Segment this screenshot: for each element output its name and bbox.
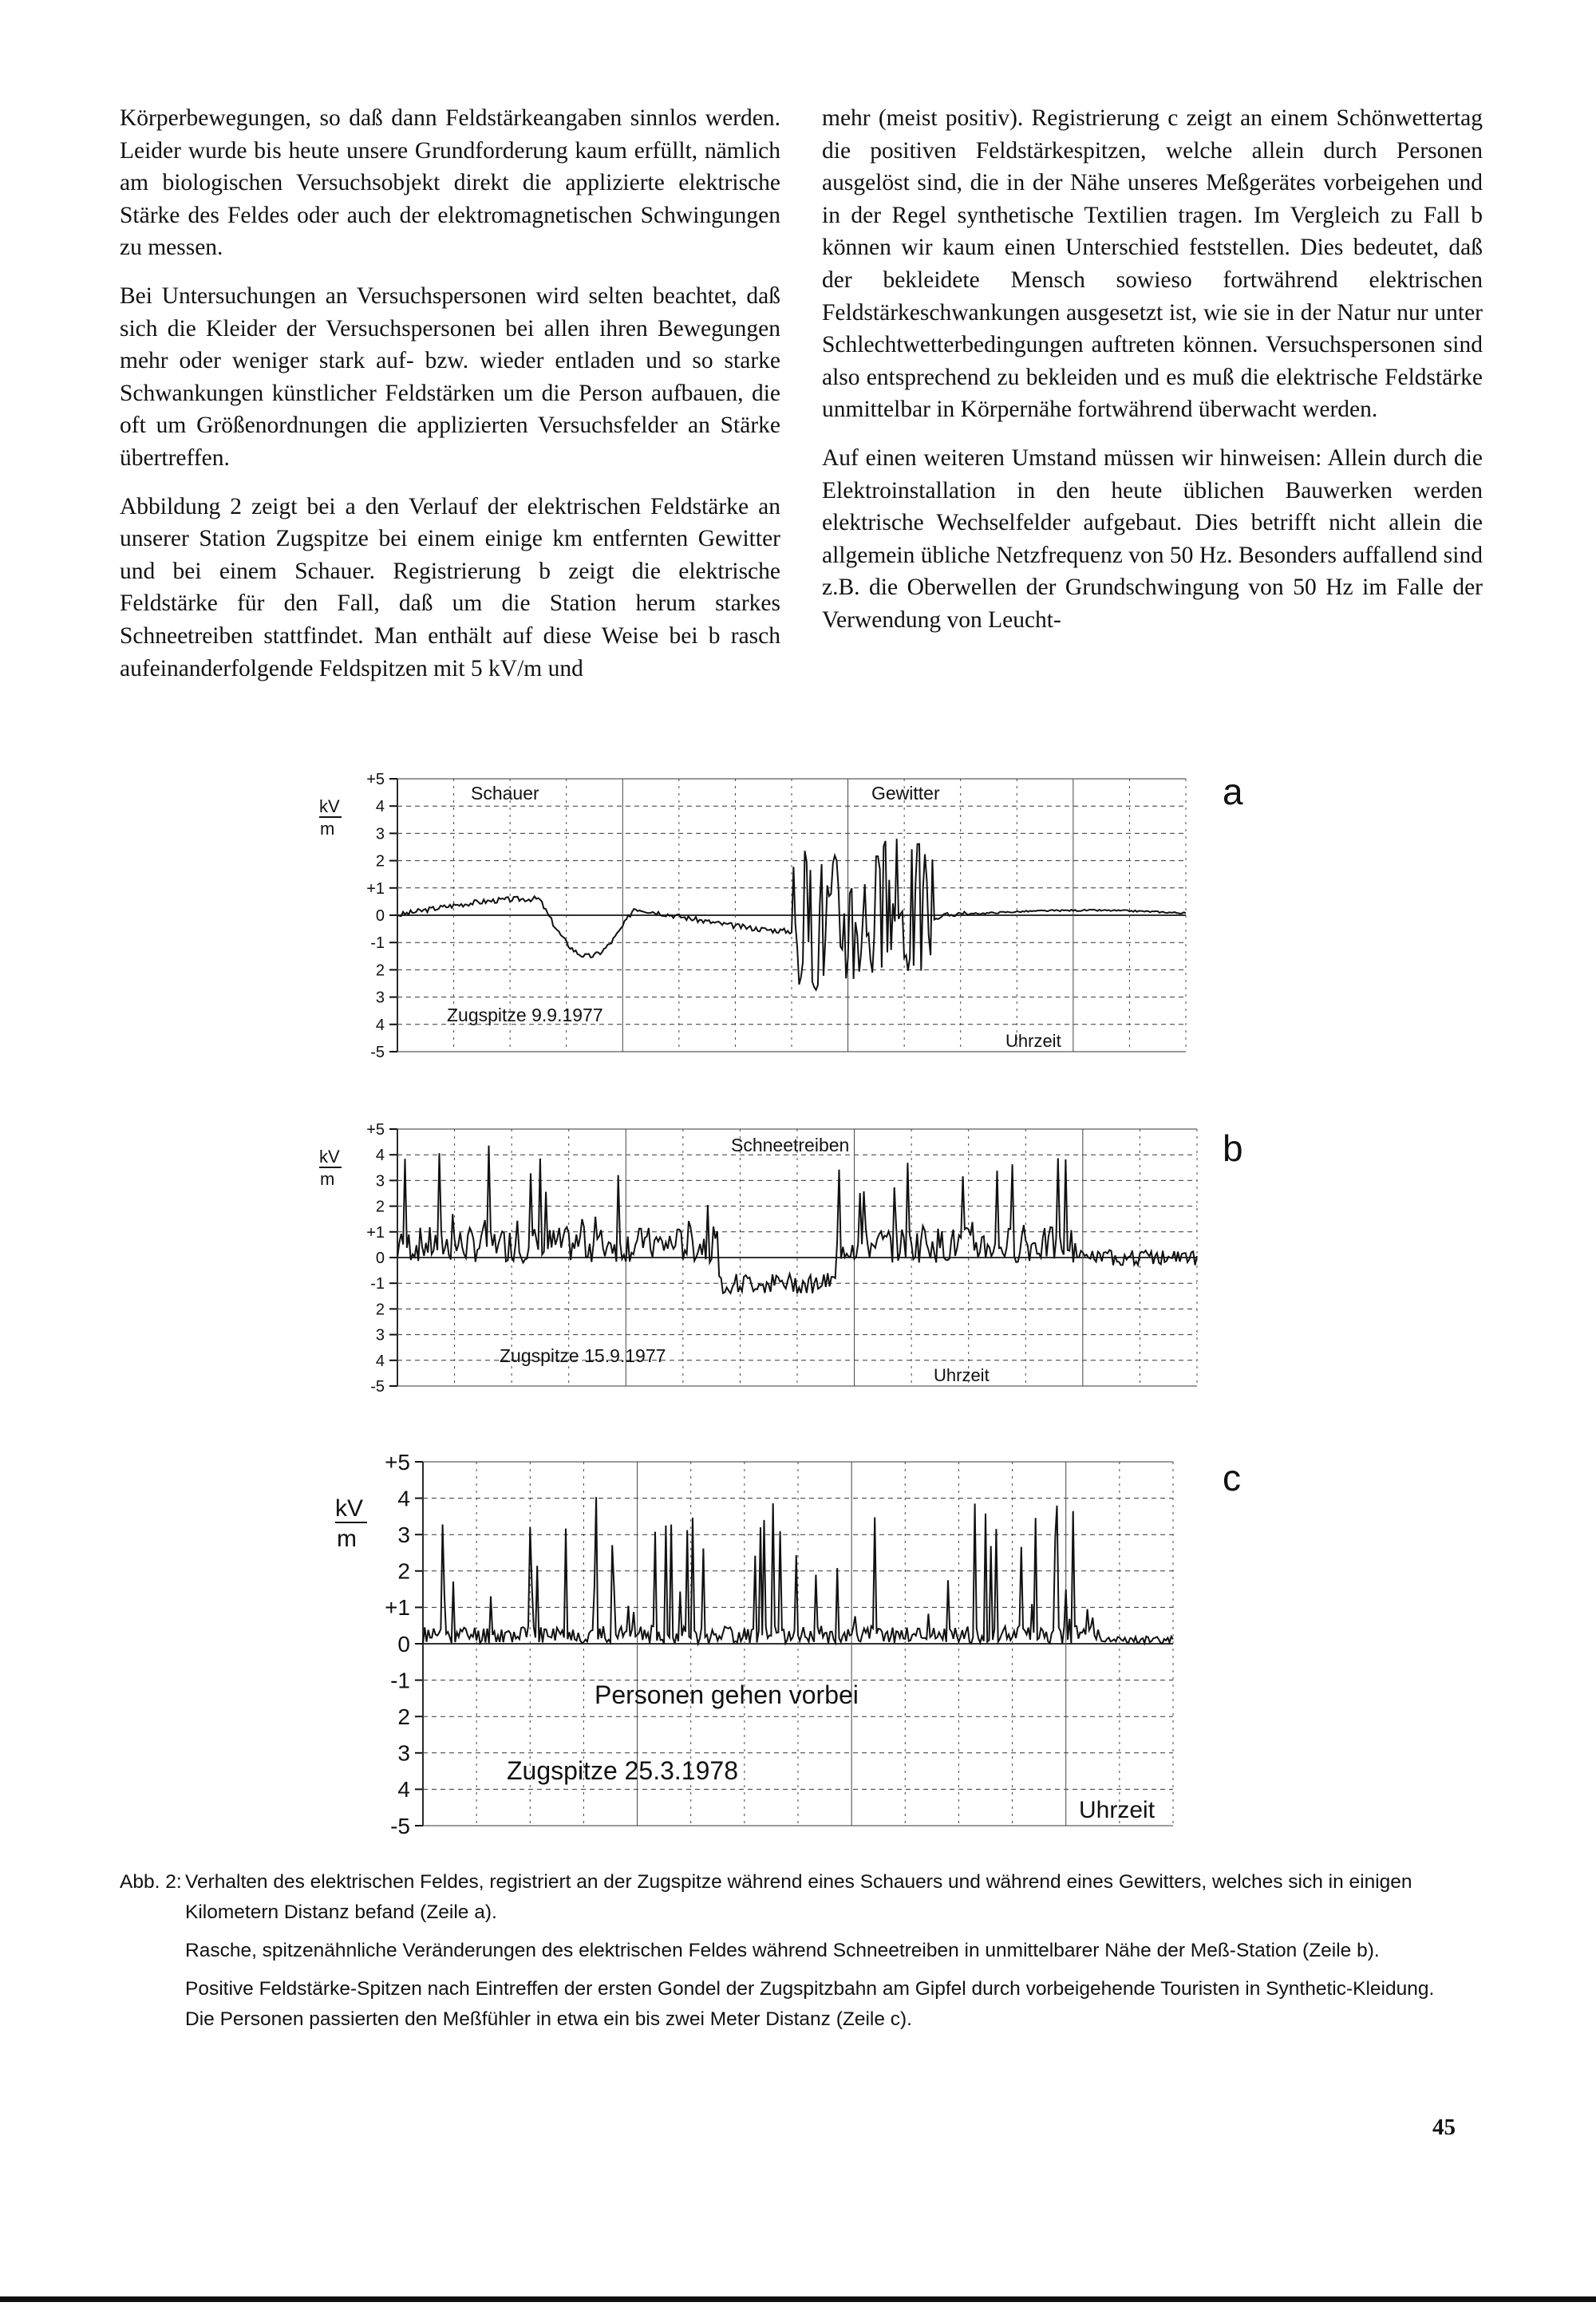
panel-letter: b xyxy=(1223,1127,1243,1169)
event-label-extra: Personen gehen vorbei xyxy=(595,1680,859,1709)
recording-chart-c xyxy=(303,1444,1241,1859)
y-tick-label: 4 xyxy=(397,1486,410,1511)
y-tick-label: 4 xyxy=(375,1016,385,1034)
caption-label: Abb. 2: xyxy=(120,1871,182,1893)
caption-paragraph: Rasche, spitzenähnliche Veränderungen des elektrischen Feldes während Schneetreiben in unmittelbarer Nähe der Meß-Station (Zeile b). xyxy=(185,1940,1380,1961)
y-axis-b xyxy=(366,1121,397,1396)
unit-numerator: kV xyxy=(319,796,340,816)
y-tick-label: 0 xyxy=(375,907,385,925)
y-tick-label: 0 xyxy=(375,1250,385,1267)
recording-chart-b xyxy=(303,1113,1243,1416)
paragraph: Bei Untersuchungen an Versuchspersonen wird selten beachtet, daß sich die Kleider der Versuchspersonen bei allen ihren Bewegungen mehr oder weniger stark auf- bzw. wieder entladen und so starke Schwankungen künstlicher Feldstärken um die Person aufbauen, die oft um Größenordnungen die applizierten Versuchsfelder an Stärke übertreffen. xyxy=(120,282,780,471)
y-tick-label: 4 xyxy=(375,1147,385,1165)
y-tick-label: 0 xyxy=(397,1631,410,1657)
event-label-primary: Schauer xyxy=(471,783,539,804)
unit-denominator: m xyxy=(320,819,335,839)
panel-letter: c xyxy=(1223,1457,1241,1499)
right-text-column xyxy=(822,102,1483,653)
y-tick-label: +5 xyxy=(366,771,385,788)
unit-numerator: kV xyxy=(335,1495,364,1522)
y-tick-label: -1 xyxy=(370,934,385,953)
figure-panel-c xyxy=(303,1444,1241,1859)
caption-paragraph: Positive Feldstärke-Spitzen nach Eintreffen der ersten Gondel der Zugspitzbahn am Gipfel durch vorbeigehende Touristen in Synthetic-Kleidung. Die Personen passierten den Meßfühler in etwa ein bis zwei Meter Distanz (Zeile c). xyxy=(185,1978,1435,2030)
field-trace-b xyxy=(397,1146,1197,1293)
y-tick-label: -1 xyxy=(390,1668,410,1693)
y-tick-label: -1 xyxy=(370,1275,385,1293)
y-tick-label: +1 xyxy=(366,879,385,898)
y-tick-label: -5 xyxy=(390,1813,410,1838)
paragraph: Auf einen weiteren Umstand müssen wir hinweisen: Allein durch die Elektroinstallation in den heute üblichen Bauwerken werden elektrische Wechselfelder aufgebaut. Dies betrifft nicht allein die allgemein übliche Netzfrequenz von 50 Hz. Besonders auffallend sind z.B. die Oberwellen der Grundschwingung von 50 Hz im Falle der Verwendung von Leucht- xyxy=(822,444,1483,633)
paragraph: mehr (meist positiv). Registrierung c zeigt an einem Schönwettertag die positiven Feldstärkespitzen, welche allein durch Personen ausgelöst sind, die in der Nähe unseres Meßgerätes vorbeigehen und in der Regel synthetische Textilien tragen. Im Vergleich zu Fall b können wir kaum einen Unterschied feststellen. Dies bedeutet, daß der bekleidete Mensch sowieso fortwährend elektrischen Feldstärkeschwankungen ausgesetzt ist, wie sie in der Natur nur unter Schlechtwetterbedingungen auftreten können. Versuchspersonen sind also entsprechend zu bekleiden und es muß die elektrische Feldstärke unmittelbar in Körpernähe fortwährend überwacht werden. xyxy=(822,105,1483,423)
time-label: Uhrzeit xyxy=(1005,1031,1061,1051)
y-axis-a xyxy=(366,771,397,1061)
y-axis-c xyxy=(385,1450,423,1838)
panel-letter: a xyxy=(1223,771,1243,812)
y-tick-label: 3 xyxy=(397,1522,410,1547)
y-tick-label: 2 xyxy=(375,1198,385,1216)
y-tick-label: 2 xyxy=(375,852,385,871)
recording-chart-a xyxy=(303,758,1243,1085)
event-label-secondary: Gewitter xyxy=(871,783,940,804)
y-tick-label: 2 xyxy=(397,1704,410,1729)
unit-numerator: kV xyxy=(319,1147,340,1167)
event-label-primary: Schneetreiben xyxy=(731,1135,850,1155)
time-label: Uhrzeit xyxy=(934,1365,990,1385)
y-tick-label: 3 xyxy=(375,1172,385,1191)
caption-paragraph: Verhalten des elektrischen Feldes, registriert an der Zugspitze während eines Schauers und während eines Gewitters, welches sich in einigen Kilometern Distanz befand (Zeile a). xyxy=(185,1871,1412,1923)
y-tick-label: 2 xyxy=(375,962,385,980)
y-tick-label: 4 xyxy=(375,798,385,816)
unit-denominator: m xyxy=(337,1526,357,1552)
y-tick-label: 2 xyxy=(397,1558,410,1584)
y-tick-label: 2 xyxy=(375,1301,385,1319)
y-tick-label: 3 xyxy=(375,989,385,1007)
y-tick-label: -5 xyxy=(370,1378,385,1396)
y-tick-label: 3 xyxy=(375,1326,385,1345)
footer-rule xyxy=(0,2296,1596,2302)
y-tick-label: 4 xyxy=(375,1352,385,1370)
left-text-column xyxy=(120,102,780,701)
y-tick-label: 3 xyxy=(397,1740,410,1766)
y-tick-label: 3 xyxy=(375,825,385,843)
y-tick-label: 4 xyxy=(397,1777,410,1803)
station-date-label: Zugspitze 25.3.1978 xyxy=(507,1756,738,1785)
y-tick-label: +5 xyxy=(366,1121,385,1139)
figure-caption xyxy=(120,1867,1460,2049)
unit-denominator: m xyxy=(320,1169,335,1189)
station-date-label: Zugspitze 9.9.1977 xyxy=(447,1005,603,1025)
station-date-label: Zugspitze 15.9.1977 xyxy=(500,1345,666,1366)
paragraph: Abbildung 2 zeigt bei a den Verlauf der elektrischen Feldstärke an unserer Station Zugspitze bei einem einige km entfernten Gewitter und bei einem Schauer. Registrierung b zeigt die elektrische Feldstärke für den Fall, daß um die Station herum starkes Schneetreiben stattfindet. Man enthält auf diese Weise bei b rasch aufeinanderfolgende Feldspitzen mit 5 kV/m und xyxy=(120,493,780,681)
paragraph: Körperbewegungen, so daß dann Feldstärkeangaben sinnlos werden. Leider wurde bis heute unsere Grundforderung kaum erfüllt, nämlich am biologischen Versuchsobjekt direkt die applizierte elektrische Stärke des Feldes oder auch der elektromagnetischen Schwingungen zu messen. xyxy=(120,105,780,261)
figure-panel-b xyxy=(303,1113,1243,1416)
figure-panel-a xyxy=(303,758,1243,1085)
time-label: Uhrzeit xyxy=(1079,1797,1156,1823)
y-tick-label: -5 xyxy=(370,1044,385,1061)
page-number: 45 xyxy=(1432,2115,1456,2140)
y-tick-label: +1 xyxy=(366,1223,385,1242)
y-tick-label: +1 xyxy=(385,1595,410,1621)
y-tick-label: +5 xyxy=(385,1449,410,1475)
